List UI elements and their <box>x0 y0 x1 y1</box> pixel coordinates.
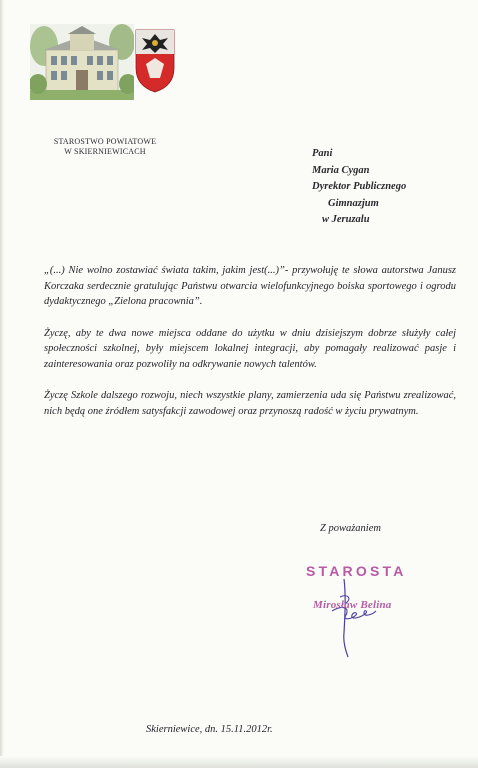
stamp-name: Mirosław Belina <box>313 599 392 611</box>
page-edge-bottom <box>0 756 478 768</box>
recipient-location: w Jeruzalu <box>322 214 370 225</box>
coat-of-arms-icon <box>134 28 176 94</box>
stamp-title: STAROSTA <box>306 563 407 579</box>
body-paragraph-1: „(...) Nie wolno zostawiać świata takim, jakim jest(...)”- przywołuję te słowa autorstwa Janusz Korczaka serdecznie gratulując Państwu otwarcia wielofunkcyjnego boiska sportowego i ogrodu dydaktycznego „Zielona pracownia”. <box>44 265 456 307</box>
date-line: Skierniewice, dn. 15.11.2012r. <box>146 724 273 735</box>
recipient-name: Maria Cygan <box>312 164 370 176</box>
office-name <box>30 137 180 157</box>
signature-icon <box>322 575 382 660</box>
page-edge-shadow <box>0 0 4 768</box>
office-name-line1: STAROSTWO POWIATOWE <box>53 137 157 146</box>
letter-body <box>44 263 456 435</box>
body-paragraph-2: Życzę, aby te dwa nowe miejsca oddane do użytku w dniu dzisiejszym dobrze służyły całej społeczności szkolnej, były miejscem lokalnej integracji, aby pomagały realizować pasje i zainteresowania oraz pozwoliły na odkrywanie nowych talentów. <box>44 327 456 370</box>
body-paragraph-3: Życzę Szkole dalszego rozwoju, niech wszystkie plany, zamierzenia uda się Państwu zrealizować, nich będą one źródłem satysfakcji zawodowej oraz przynoszą radość w życiu prywatnym. <box>44 390 456 417</box>
letterhead <box>30 24 180 156</box>
recipient-title: Dyrektor Publicznego <box>312 181 407 192</box>
recipient-institution: Gimnazjum <box>328 197 379 209</box>
recipient-salutation: Pani <box>312 148 333 159</box>
closing-salutation: Z poważaniem <box>320 523 381 534</box>
building-illustration <box>30 24 134 100</box>
office-name-line2: W SKIERNIEWICACH <box>64 147 146 156</box>
recipient-block <box>312 146 472 229</box>
